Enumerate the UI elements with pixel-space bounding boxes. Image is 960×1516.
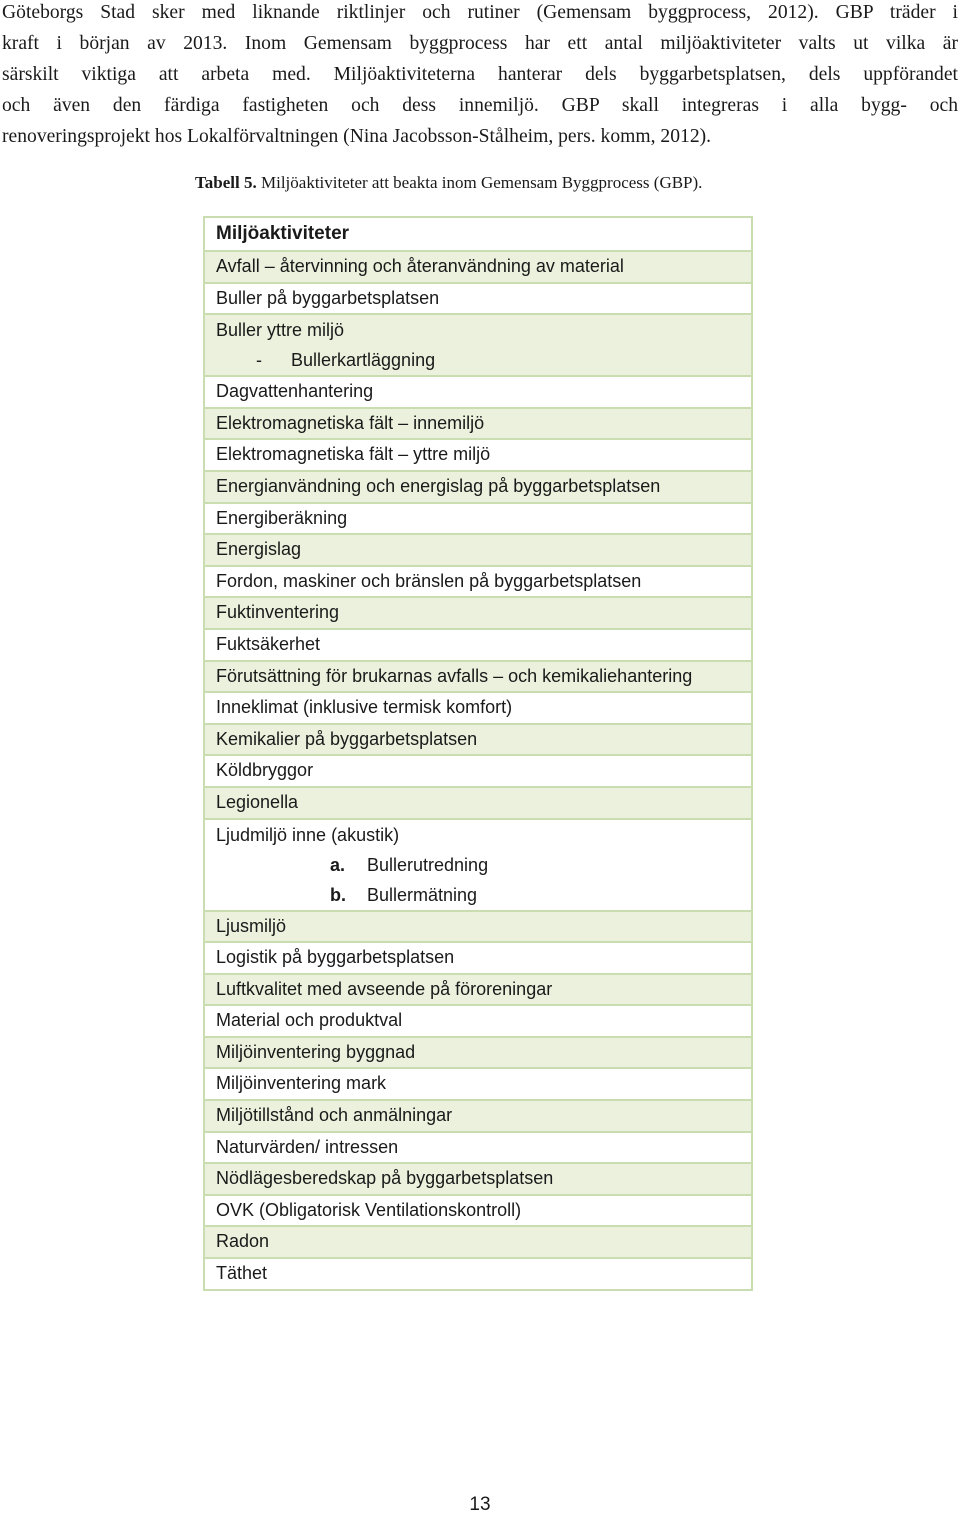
table-row: Köldbryggor [205, 756, 751, 788]
table-row: Energislag [205, 535, 751, 567]
caption-label: Tabell 5. [195, 173, 257, 192]
table-row: Luftkvalitet med avseende på föroreningar [205, 975, 751, 1007]
table-caption [195, 172, 702, 194]
table-row: Ljusmiljö [205, 912, 751, 944]
table-row: Radon [205, 1227, 751, 1259]
list-marker: b. [330, 884, 346, 905]
table-row: Fuktsäkerhet [205, 630, 751, 662]
sub-item-label: Bullermätning [367, 884, 478, 905]
table-row: Buller på byggarbetsplatsen [205, 284, 751, 316]
table-row: Miljöinventering mark [205, 1069, 751, 1101]
paragraph-line: och även den färdiga fastigheten och dess innemiljö. GBP skall integreras i alla bygg- och [2, 95, 958, 116]
table-row: Legionella [205, 788, 751, 820]
table-row: OVK (Obligatorisk Ventilationskontroll) [205, 1196, 751, 1228]
table-row [205, 315, 751, 377]
sub-item-label: Bullerutredning [367, 854, 489, 875]
paragraph-line: särskilt viktiga att arbeta med. Miljöaktiviteterna hanterar dels byggarbetsplatsen, dels uppförandet [2, 64, 958, 85]
table-row: Dagvattenhantering [205, 377, 751, 409]
table-row: Förutsättning för brukarnas avfalls – och kemikaliehantering [205, 662, 751, 694]
dash-marker: - [256, 350, 262, 371]
table-row: Logistik på byggarbetsplatsen [205, 943, 751, 975]
table-row: Elektromagnetiska fält – yttre miljö [205, 440, 751, 472]
table-row: Fordon, maskiner och bränslen på byggarbetsplatsen [205, 567, 751, 599]
table-row: Energianvändning och energislag på byggarbetsplatsen [205, 472, 751, 504]
table-header: Miljöaktiviteter [205, 218, 751, 252]
table-row: Täthet [216, 1263, 268, 1284]
table-row: Avfall – återvinning och återanvändning av material [205, 252, 751, 284]
sub-item [216, 345, 751, 375]
page-number: 13 [469, 1494, 491, 1515]
table-row: Material och produktval [205, 1006, 751, 1038]
table-row: Energiberäkning [205, 504, 751, 536]
table-row: Kemikalier på byggarbetsplatsen [205, 725, 751, 757]
caption-text: Miljöaktiviteter att beakta inom Gemensam Byggprocess (GBP). [256, 173, 703, 192]
table-row: Miljötillstånd och anmälningar [205, 1101, 751, 1133]
table-row: Elektromagnetiska fält – innemiljö [205, 409, 751, 441]
sub-item-label: Bullerkartläggning [291, 350, 436, 371]
body-paragraph [2, 0, 958, 152]
table-row: Miljöinventering byggnad [205, 1038, 751, 1070]
sub-item [216, 880, 751, 910]
paragraph-line: Göteborgs Stad sker med liknande riktlinjer och rutiner (Gemensam byggprocess, 2012). GBP träder i [2, 2, 958, 23]
table-row: Fuktinventering [205, 598, 751, 630]
list-marker: a. [330, 854, 346, 875]
sub-item [216, 850, 751, 880]
paragraph-line: kraft i början av 2013. Inom Gemensam byggprocess har ett antal miljöaktiviteter valts ut vilka är [2, 33, 958, 54]
table-row [205, 820, 751, 912]
row-label: Buller yttre miljö [216, 320, 345, 341]
paragraph-line: renoveringsprojekt hos Lokalförvaltningen (Nina Jacobsson-Stålheim, pers. komm, 2012). [2, 126, 712, 147]
table-row: Inneklimat (inklusive termisk komfort) [205, 693, 751, 725]
table-row: Nödlägesberedskap på byggarbetsplatsen [205, 1164, 751, 1196]
table-row: Naturvärden/ intressen [205, 1133, 751, 1165]
row-label: Ljudmiljö inne (akustik) [216, 824, 400, 845]
activities-table [203, 216, 753, 1291]
